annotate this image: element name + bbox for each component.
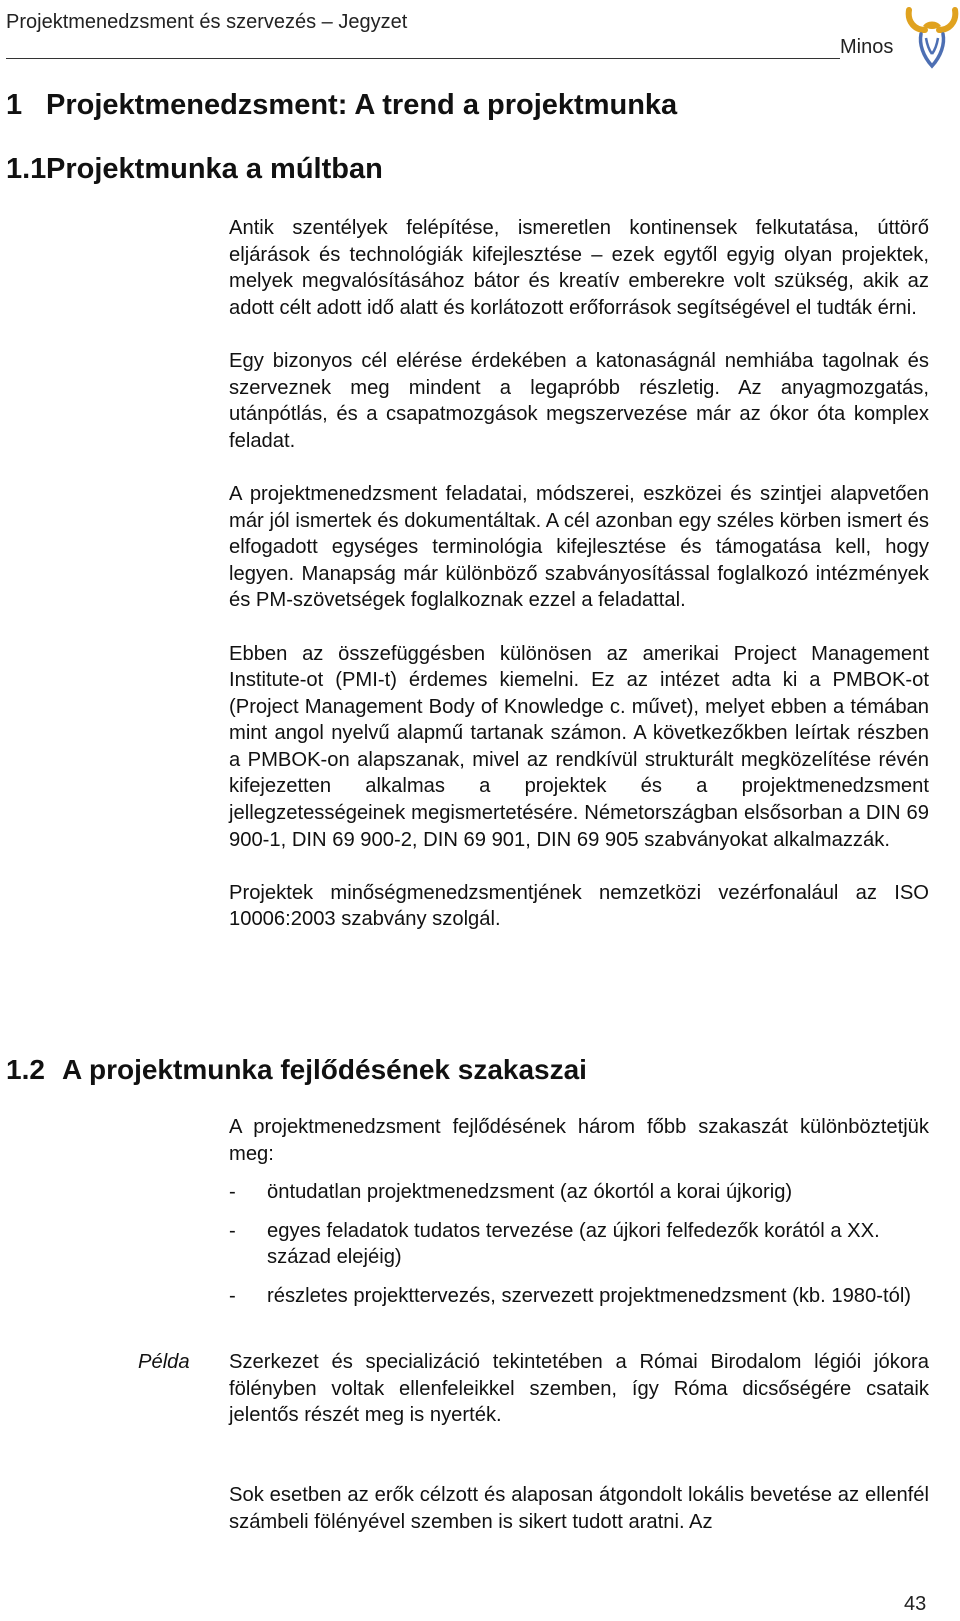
example-text: Szerkezet és specializáció tekintetében a Római Birodalom légiói jókora fölényben voltak ellenfeleikkel szemben, így Róma dicsőségére csataik jelentős részét meg is nyerték. <box>229 1351 929 1427</box>
example-label: Példa <box>138 1351 190 1373</box>
paragraph: Antik szentélyek felépítése, ismeretlen kontinensek felkutatása, úttörő eljárások és technológiák kifejlesztése – ezek egytől egyig olyan projektek, melyek megvalósításához bátor és kreatív emberekre volt szükség, akik az adott célt adott idő alatt és korlátozott erőforrások segítségével el tudták érni. <box>229 217 929 319</box>
stages-list <box>229 1179 929 1309</box>
section-title: Projektmunka a múltban <box>46 153 383 185</box>
paragraph: Projektek minőségmenedzsmentjének nemzetközi vezérfonalául az ISO 10006:2003 szabvány szolgál. <box>229 881 929 931</box>
paragraph: Ebben az összefüggésben különösen az amerikai Project Management Institute-ot (PMI-t) érdemes kiemelni. Ez az intézet adta ki a PMBOK-ot (Project Management Body of Knowledge c. művet), melyet ebben a témában mint angol nyelvű alapmű tartanak számon. A következőkben leírtak részben a PMBOK-on alapszanak, mivel az rendkívül strukturált megközelítése révén kifejezetten alkalmas a projektek és a projektmenedzsment jellegzetességeinek megismertetésére. Németországban elsősorban a DIN 69 900-1, DIN 69 900-2, DIN 69 901, DIN 69 905 szabványokat alkalmazzák. <box>229 642 929 851</box>
section-1-2-body <box>229 1114 929 1310</box>
running-header-title: Projektmenedzsment és szervezés – Jegyzet <box>6 11 408 33</box>
section-heading-1-2 <box>6 1054 587 1086</box>
section-number: 1.1 <box>6 153 47 185</box>
list-item: - egyes feladatok tudatos tervezése (az újkori felfedezők korától a XX. század elejéig) <box>229 1219 880 1269</box>
paragraph: Egy bizonyos cél elérése érdekében a katonaságnál nemhiába tagolnak és szerveznek meg mindent a legapróbb részletig. Az anyagmozgatás, utánpótlás, és a csapatmozgások megszervezése már az ókor óta komplex feladat. <box>229 349 929 452</box>
paragraph: A projektmenedzsment feladatai, módszerei, eszközei és szintjei alapvetően már jól ismertek és dokumentáltak. A cél azonban egy széles körben ismert és elfogadott egységes terminológia kifejlesztése és támogatása kell, hogy legyen. Manapság már különböző szabványosítással foglalkozó intézmények és PM-szövetségek foglalkoznak ezzel a feladattal. <box>229 482 929 612</box>
section-heading-1-1 <box>6 153 383 186</box>
chapter-title: Projektmenedzsment: A trend a projektmunka <box>46 89 678 121</box>
list-item: - részletes projekttervezés, szervezett projektmenedzsment (kb. 1980-tól) <box>229 1283 929 1310</box>
chapter-heading <box>6 89 677 122</box>
header-rule <box>6 58 840 59</box>
list-marker: - <box>229 1181 236 1204</box>
paragraph: A projektmenedzsment fejlődésének három főbb szakaszát különböztetjük meg: <box>229 1116 929 1165</box>
section-title: A projektmunka fejlődésének szakaszai <box>62 1054 587 1085</box>
list-item: - öntudatlan projektmenedzsment (az ókortól a korai újkorig) <box>229 1179 929 1206</box>
chapter-number: 1 <box>6 89 23 121</box>
section-number: 1.2 <box>6 1054 45 1085</box>
header-brand: Minos <box>840 36 894 58</box>
list-marker: - <box>229 1219 236 1242</box>
section-1-1-body <box>229 215 929 933</box>
list-marker: - <box>229 1284 236 1307</box>
page-number: 43 <box>904 1593 927 1615</box>
minos-bull-logo-icon <box>905 4 959 70</box>
closing-paragraph: Sok esetben az erők célzott és alaposan átgondolt lokális bevetése az ellenfél számbeli fölényével szemben is sikert tudott aratni. Az <box>229 1484 929 1533</box>
